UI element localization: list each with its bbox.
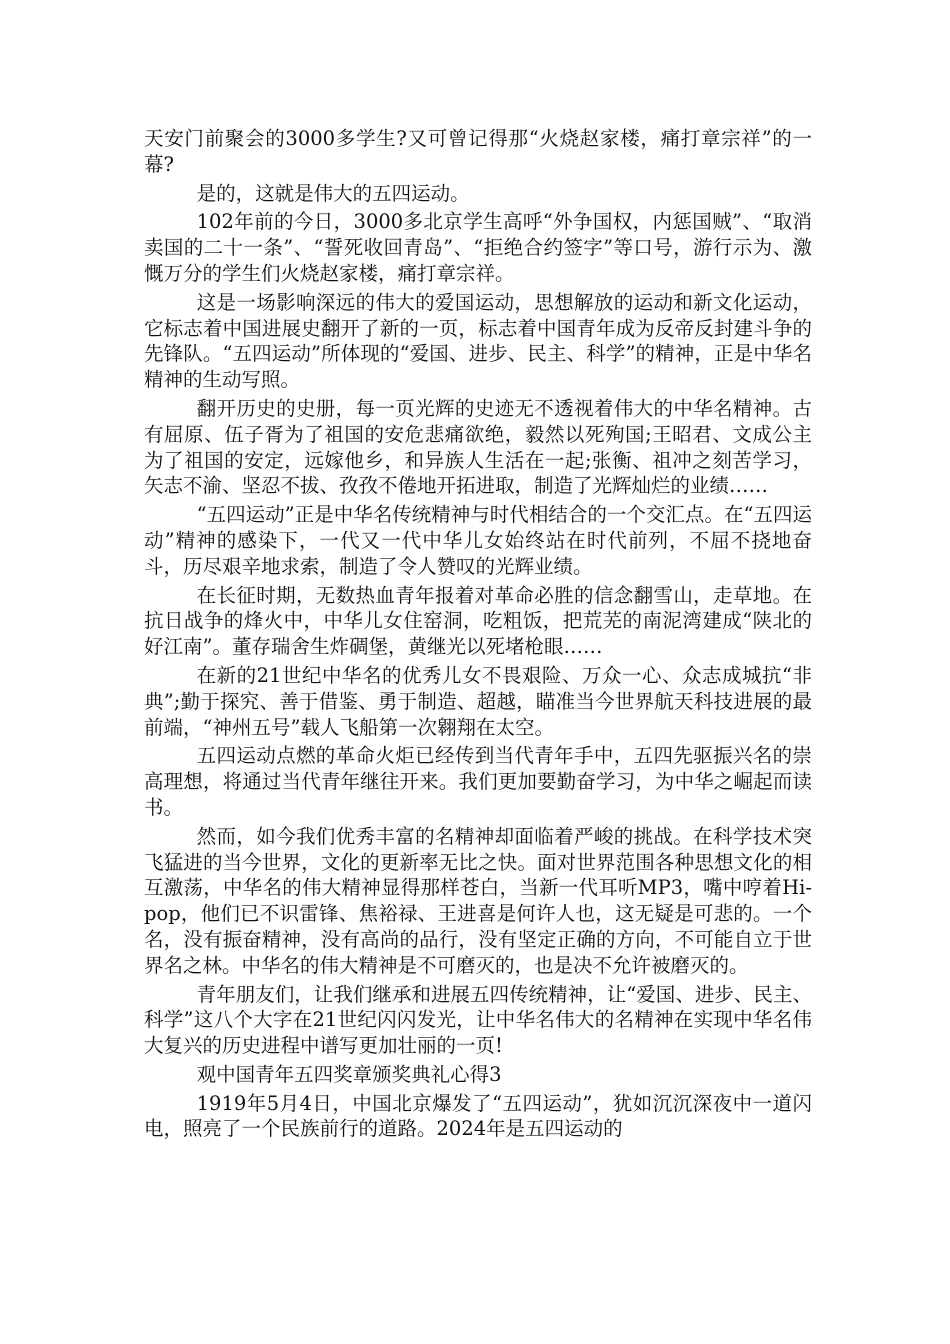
paragraph: 在长征时期，无数热血青年报着对革命必胜的信念翻雪山，走草地。在抗日战争的烽火中，中华儿女住窑洞，吃粗饭，把荒芜的南泥湾建成“陕北的好江南”。董存瑞舍生炸碉堡，黄继光以死堵枪眼…… <box>144 583 812 659</box>
paragraph: 这是一场影响深远的伟大的爱国运动，思想解放的运动和新文化运动，它标志着中国进展史翻开了新的一页，标志着中国青年成为反帝反封建斗争的先锋队。“五四运动”所体现的“爱国、进步、民主、科学”的精神，正是中华名精神的生动写照。 <box>144 290 812 392</box>
paragraph: “五四运动”正是中华名传统精神与时代相结合的一个交汇点。在“五四运动”精神的感染下，一代又一代中华儿女始终站在时代前列，不屈不挠地奋斗，历尽艰辛地求索，制造了令人赞叹的光辉业绩。 <box>144 503 812 578</box>
paragraph: 五四运动点燃的革命火炬已经传到当代青年手中，五四先驱振兴名的崇高理想，将通过当代青年继往开来。我们更加要勤奋学习，为中华之崛起而读书。 <box>144 744 812 819</box>
paragraph: 1919年5月4日，中国北京爆发了“五四运动”，犹如沉沉深夜中一道闪电，照亮了一个民族前行的道路。2024年是五四运动的 <box>144 1091 812 1141</box>
paragraph: 青年朋友们，让我们继承和进展五四传统精神，让“爱国、进步、民主、科学”这八个大字在21世纪闪闪发光，让中华名伟大的名精神在实现中华名伟大复兴的历史进程中谱写更加壮丽的一页! <box>144 982 812 1058</box>
paragraph: 然而，如今我们优秀丰富的名精神却面临着严峻的挑战。在科学技术突飞猛进的当今世界，文化的更新率无比之快。面对世界范围各种思想文化的相互激荡，中华名的伟大精神显得那样苍白，当新一代耳听MP3，嘴中哼着Hi-pop，他们已不识雷锋、焦裕禄、王进喜是何许人也，这无疑是可悲的。一个名，没有振奋精神，没有高尚的品行，没有坚定正确的方向，不可能自立于世界名之林。中华名的伟大精神是不可磨灭的，也是决不允许被磨灭的。 <box>144 824 812 977</box>
paragraph-continued: 天安门前聚会的3000多学生?又可曾记得那“火烧赵家楼，痛打章宗祥”的一幕? <box>144 127 812 176</box>
paragraph: 是的，这就是伟大的五四运动。 <box>196 181 470 205</box>
section-heading: 观中国青年五四奖章颁奖典礼心得3 <box>196 1062 502 1086</box>
paragraph: 在新的21世纪中华名的优秀儿女不畏艰险、万众一心、众志成城抗“非典”;勤于探究、善于借鉴、勇于制造、超越，瞄准当今世界航天科技进展的最前端，“神州五号”载人飞船第一次翱翔在太空。 <box>144 663 812 739</box>
paragraph: 102年前的今日，3000多北京学生高呼“外争国权，内惩国贼”、“取消卖国的二十一条”、“誓死收回青岛”、“拒绝合约签字”等口号，游行示为、激慨万分的学生们火烧赵家楼，痛打章宗祥。 <box>144 210 812 285</box>
paragraph: 翻开历史的史册，每一页光辉的史迹无不透视着伟大的中华名精神。古有屈原、伍子胥为了祖国的安危悲痛欲绝，毅然以死殉国;王昭君、文成公主为了祖国的安定，远嫁他乡，和异族人生活在一起;张衡、祖冲之刻苦学习，矢志不渝、坚忍不拔、孜孜不倦地开拓进取，制造了光辉灿烂的业绩…… <box>144 396 812 498</box>
document-body <box>144 126 812 1145</box>
